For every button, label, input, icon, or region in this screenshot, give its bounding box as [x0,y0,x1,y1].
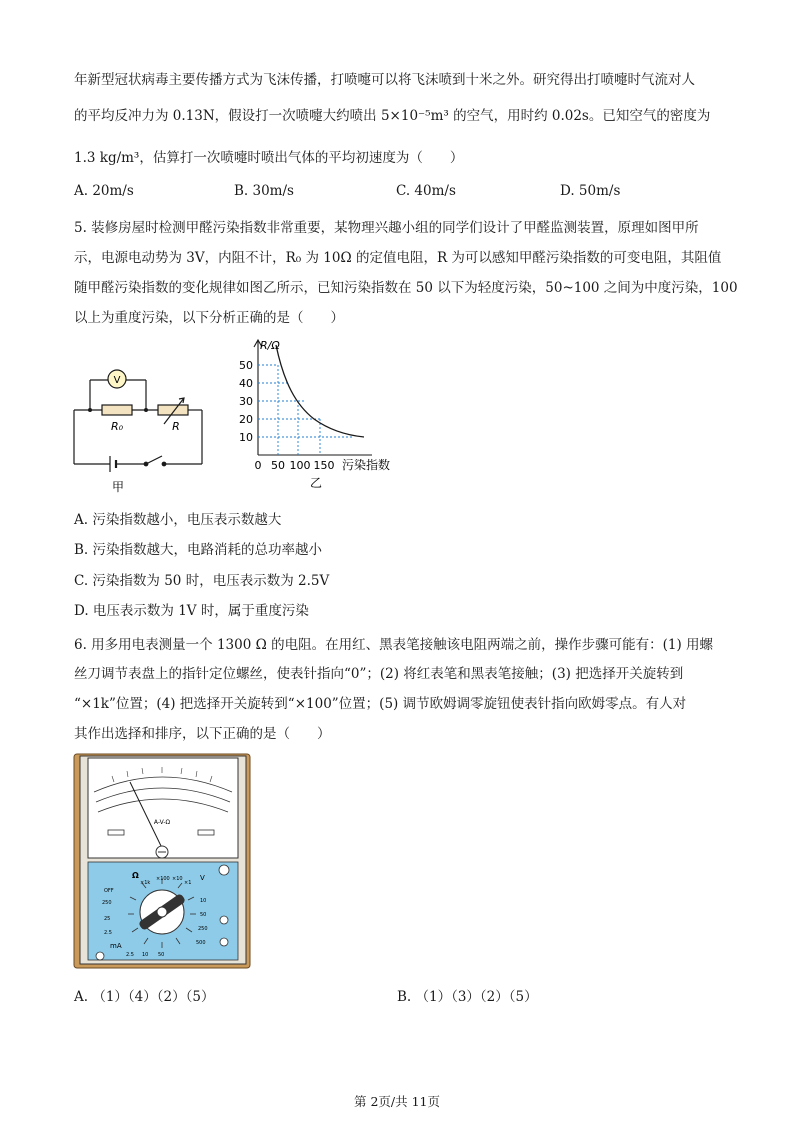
q4-line-2: 的平均反冲力为 0.13N，假设打一次喷嚏大约喷出 5×10⁻⁵m³ 的空气，用时约 0.02s。已知空气的密度为 [74,108,711,124]
page-footer: 第 2页/共 11页 [353,1094,441,1109]
q5-line-4: 以上为重度污染，以下分析正确的是（ ） [74,310,344,326]
dial-v-label: V [200,874,205,882]
range-label: 25 [104,916,111,922]
r0-label: R₀ [110,420,124,433]
range-label: 10 [200,898,207,904]
dial-ohm-label: Ω [132,871,139,880]
q5-option-b: B. 污染指数越大，电路消耗的总功率越小 [74,542,323,558]
range-label: 500 [196,940,206,946]
range-label: 2.5 [104,930,112,936]
ytick: 10 [239,431,253,444]
q5-option-d: D. 电压表示数为 1V 时，属于重度污染 [74,603,309,619]
q4-option-d: D. 50m/s [560,183,621,199]
q5-option-a: A. 污染指数越小，电压表示数越大 [74,512,282,528]
graph-ylabel: R/Ω [260,339,280,352]
q5-line-3: 随甲醛污染指数的变化规律如图乙所示，已知污染指数在 50 以下为轻度污染，50~100 之间为中度污染，100 [74,280,738,296]
xtick: 0 [254,459,262,472]
q4-option-a: A. 20m/s [74,183,134,199]
range-label: 2.5 [126,952,134,958]
q6-line-3: “×1k”位置；(4) 把选择开关旋转到“×100”位置；(5) 调节欧姆调零旋钮使表针指向欧姆零点。有人对 [74,696,687,712]
dial-off-label: OFF [104,888,114,894]
ytick: 40 [239,377,253,390]
circuit-diagram [70,360,210,495]
multimeter-illustration [72,752,252,972]
graph-caption: 乙 [309,476,323,490]
q6-line-4: 其作出选择和排序，以下正确的是（ ） [74,726,331,742]
ytick: 50 [239,359,253,372]
dial-ma-label: mA [110,942,122,950]
graph-xlabel: 污染指数 [342,458,391,472]
xtick: 150 [313,459,335,472]
resistance-graph [232,335,412,490]
scale-label: A-V-Ω [153,819,171,826]
range-label: 250 [102,900,112,906]
range-label: 50 [200,912,207,918]
q4-option-c: C. 40m/s [396,183,456,199]
range-label: ×10 [172,876,183,882]
q6-line-1: 6. 用多用电表测量一个 1300 Ω 的电阻。在用红、黑表笔接触该电阻两端之前，操作步骤可能有：(1) 用螺 [74,637,714,653]
range-label: ×1 [184,880,192,886]
q5-line-2: 示，电源电动势为 3V，内阻不计，R₀ 为 10Ω 的定值电阻，R 为可以感知甲醛污染指数的可变电阻，其阻值 [74,250,722,266]
range-label: ×1k [140,880,151,886]
q5-line-1: 5. 装修房屋时检测甲醛污染指数非常重要，某物理兴趣小组的同学们设计了甲醛监测装置，原理如图甲所 [74,220,699,236]
xtick: 50 [271,459,285,472]
range-label: ×100 [156,876,170,882]
q6-option-b: B. （1）（3）（2）（5） [397,989,538,1005]
q6-option-a: A. （1）（4）（2）（5） [74,989,215,1005]
range-label: 10 [142,952,149,958]
ytick: 30 [239,395,253,408]
range-label: 250 [198,926,208,932]
q5-option-c: C. 污染指数为 50 时，电压表示数为 2.5V [74,573,330,589]
q6-line-2: 丝刀调节表盘上的指针定位螺丝，使表针指向“0”；(2) 将红表笔和黑表笔接触；(3) 把选择开关旋转到 [74,666,684,682]
voltmeter-label: V [113,375,121,386]
q4-line-3: 1.3 kg/m³，估算打一次喷嚏时喷出气体的平均初速度为（ ） [74,150,464,166]
range-label: 50 [158,952,165,958]
r-label: R [172,420,180,433]
circuit-caption: 甲 [111,480,125,494]
q4-line-1: 年新型冠状病毒主要传播方式为飞沫传播，打喷嚏可以将飞沫喷到十米之外。研究得出打喷嚏时气流对人 [74,72,695,88]
xtick: 100 [289,459,311,472]
q4-option-b: B. 30m/s [234,183,294,199]
ytick: 20 [239,413,253,426]
